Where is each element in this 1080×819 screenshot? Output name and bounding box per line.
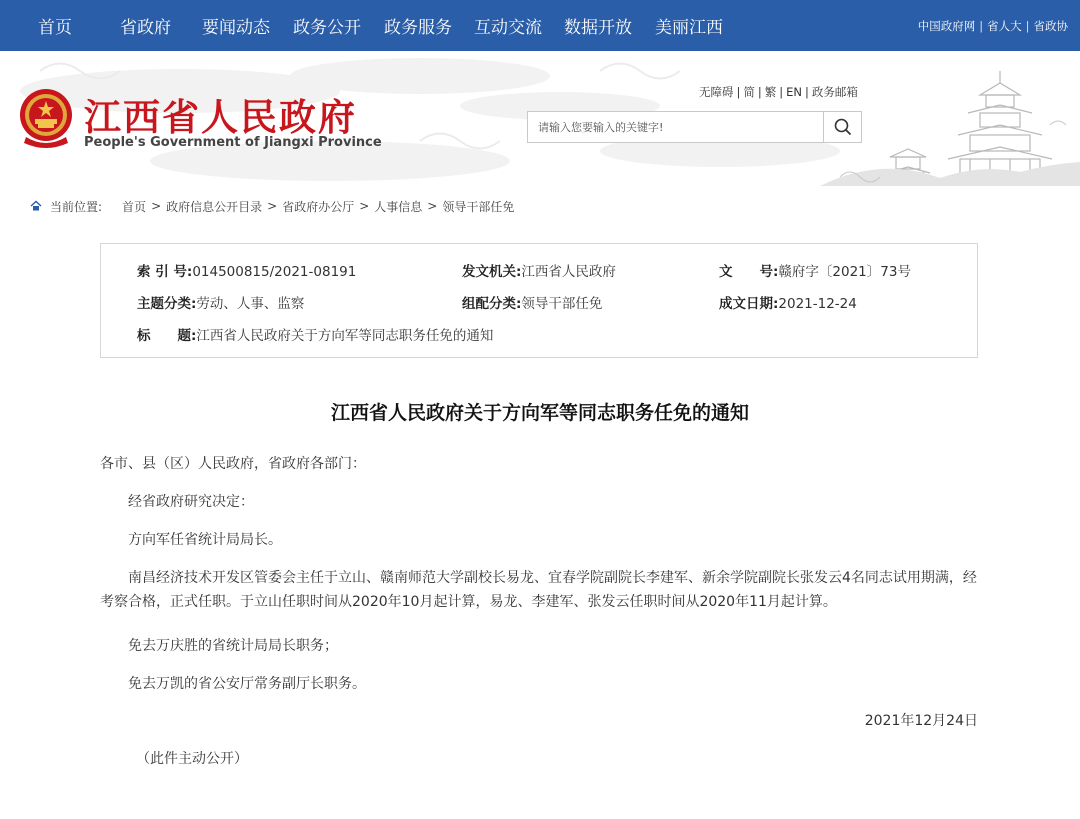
link-accessibility[interactable]: 无障碍 [699, 85, 734, 99]
breadcrumb-personnel-info[interactable]: 人事信息 [374, 199, 423, 214]
meta-row [101, 260, 977, 280]
article-disclosure-note: （此件主动公开） [136, 751, 248, 767]
site-subtitle-en: People's Government of Jiangxi Province [84, 135, 382, 150]
breadcrumb-home[interactable]: 首页 [122, 199, 147, 214]
meta-index-value: 014500815/2021-08191 [192, 264, 357, 280]
article-paragraph: 免去万凯的省公安厅常务副厅长职务。 [128, 676, 366, 692]
article-title: 江西省人民政府关于方向军等同志职务任免的通知 [330, 402, 749, 424]
meta-issuer [462, 260, 616, 280]
breadcrumb [0, 186, 1080, 226]
breadcrumb-appointments[interactable]: 领导干部任免 [442, 199, 515, 214]
meta-date-value: 2021-12-24 [778, 296, 857, 312]
nav-item-news[interactable]: 要闻动态 [202, 18, 270, 38]
divider: | [1025, 18, 1030, 33]
nav-item-beautiful-jiangxi[interactable]: 美丽江西 [655, 18, 723, 38]
search-box [527, 111, 862, 143]
link-english[interactable]: EN [786, 85, 802, 99]
breadcrumb-separator: > [267, 199, 278, 213]
link-traditional[interactable]: 繁 [764, 85, 777, 99]
meta-index [137, 260, 356, 280]
breadcrumb-separator: > [427, 199, 438, 213]
link-provincial-congress[interactable]: 省人大 [987, 18, 1022, 33]
link-gov-mail[interactable]: 政务邮箱 [811, 85, 858, 99]
meta-title [137, 324, 493, 344]
nav-item-gov-services[interactable]: 政务服务 [384, 18, 452, 38]
nav-item-interaction[interactable]: 互动交流 [474, 18, 542, 38]
nav-item-open-data[interactable]: 数据开放 [564, 18, 632, 38]
top-nav-bar [0, 0, 1080, 51]
breadcrumb-label: 当前位置: [50, 199, 103, 214]
divider: | [757, 85, 762, 99]
breadcrumb-info-catalog[interactable]: 政府信息公开目录 [166, 199, 263, 214]
main-nav [0, 0, 745, 51]
divider: | [979, 18, 984, 33]
meta-group-value: 领导干部任免 [521, 296, 603, 312]
meta-row [101, 292, 977, 312]
nav-item-home[interactable]: 首页 [38, 18, 72, 38]
national-emblem-icon [18, 87, 74, 149]
document-metadata-box [100, 243, 978, 358]
meta-group [462, 292, 602, 312]
article-paragraph: 经省政府研究决定： [128, 494, 254, 510]
nav-item-province-gov[interactable]: 省政府 [120, 18, 171, 38]
article-salutation: 各市、县（区）人民政府，省政府各部门： [100, 456, 366, 472]
meta-topic-value: 劳动、人事、监察 [196, 296, 305, 312]
meta-index-label: 索 引 号: [137, 264, 193, 280]
search-input[interactable] [528, 112, 823, 142]
breadcrumb-general-office[interactable]: 省政府办公厅 [282, 199, 355, 214]
divider: | [736, 85, 741, 99]
breadcrumb-separator: > [359, 199, 370, 213]
meta-docno-label: 文 号: [719, 264, 779, 280]
meta-title-label: 标 题: [137, 328, 197, 344]
meta-date [719, 292, 857, 312]
nav-item-gov-affairs-open[interactable]: 政务公开 [293, 18, 361, 38]
article-paragraph: 免去万庆胜的省统计局局长职务； [128, 638, 338, 654]
site-title: 江西省人民政府 [84, 95, 357, 139]
link-china-gov[interactable]: 中国政府网 [917, 18, 976, 33]
home-icon [30, 200, 42, 212]
link-simplified[interactable]: 简 [743, 85, 755, 99]
meta-topic-label: 主题分类: [137, 296, 197, 312]
meta-title-value: 江西省人民政府关于方向军等同志职务任免的通知 [196, 328, 494, 344]
site-header [0, 51, 1080, 186]
pavilion-illustration [820, 65, 1080, 186]
meta-date-label: 成文日期: [719, 296, 779, 312]
article-paragraph: 南昌经济技术开发区管委会主任于立山、赣南师范大学副校长易龙、宜春学院副院长李建军、新余学院副院长张发云4名同志试用期满，经考察合格，正式任职。于立山任职时间从2020年10月起计算，易龙、李建军、张发云任职时间从2020年11月起计算。 [100, 570, 977, 610]
meta-docno [719, 260, 911, 280]
divider: | [805, 85, 809, 99]
article-paragraph: 方向军任省统计局局长。 [128, 532, 282, 548]
meta-issuer-value: 江西省人民政府 [521, 264, 616, 280]
top-external-links [918, 0, 1068, 51]
link-provincial-cppcc[interactable]: 省政协 [1033, 18, 1068, 33]
breadcrumb-separator: > [151, 199, 162, 213]
meta-topic [137, 292, 304, 312]
article-date: 2021年12月24日 [864, 713, 978, 729]
meta-issuer-label: 发文机关: [462, 264, 522, 280]
meta-group-label: 组配分类: [462, 296, 522, 312]
divider: | [779, 85, 784, 99]
meta-docno-value: 赣府字〔2021〕73号 [778, 264, 911, 280]
meta-row [101, 324, 977, 344]
